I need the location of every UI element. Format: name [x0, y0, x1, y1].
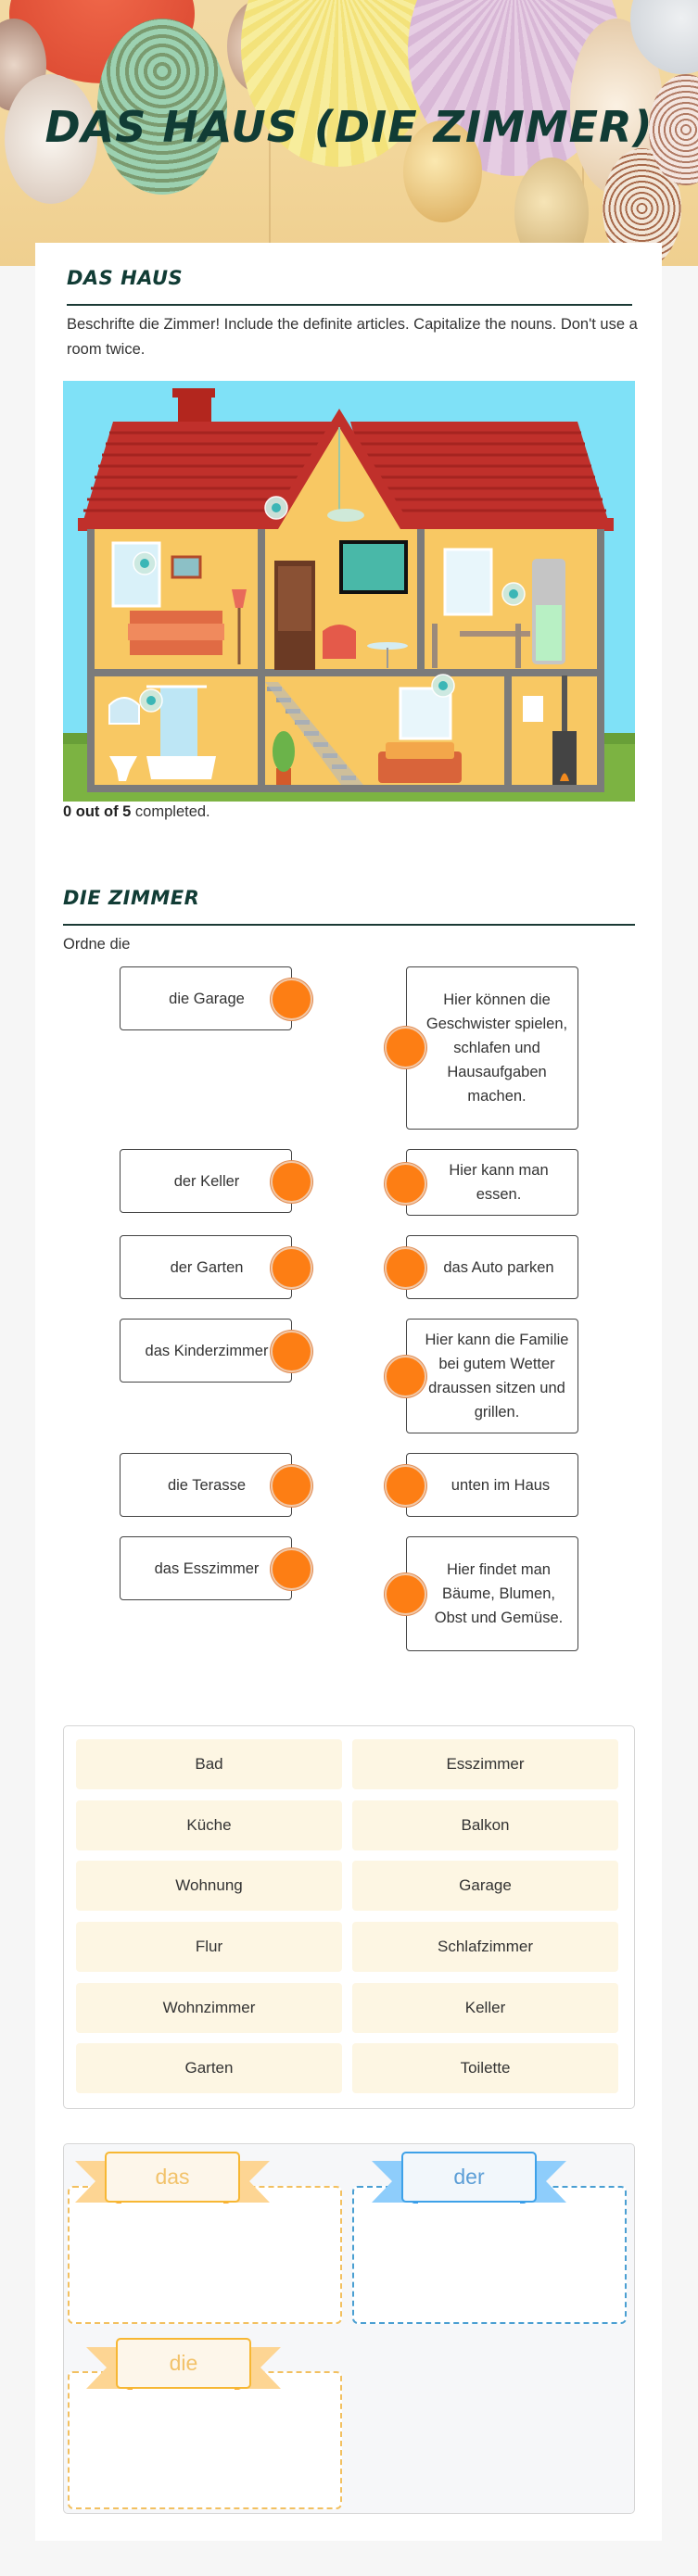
match-right-item[interactable]: das Auto parken: [406, 1235, 578, 1299]
match-right-item[interactable]: Hier findet man Bäume, Blumen, Obst und Gemüse.: [406, 1536, 578, 1651]
match-connector-dot[interactable]: [385, 1465, 426, 1507]
progress-count: 0 out of 5: [63, 803, 132, 820]
word-bank: [63, 1725, 635, 2109]
drop-zone-der[interactable]: [352, 2186, 627, 2324]
category-ribbon-das: [75, 2152, 270, 2203]
match-connector-dot[interactable]: [385, 1573, 426, 1615]
section-divider: [63, 924, 635, 926]
match-connector-dot[interactable]: [271, 979, 312, 1020]
word-tile[interactable]: Toilette: [352, 2043, 618, 2093]
category-ribbon-der: [372, 2152, 566, 2203]
category-ribbon-die: [86, 2338, 281, 2390]
match-connector-dot[interactable]: [385, 1027, 426, 1068]
match-right-item[interactable]: Hier können die Geschwister spielen, schlafen und Hausaufgaben machen.: [406, 966, 578, 1130]
word-tile[interactable]: Küche: [76, 1800, 342, 1850]
match-connector-dot[interactable]: [385, 1163, 426, 1205]
category-label-der: der: [401, 2152, 537, 2203]
header-banner: [0, 0, 698, 266]
match-connector-dot[interactable]: [271, 1247, 312, 1289]
match-left-item[interactable]: das Kinderzimmer: [120, 1319, 292, 1383]
hotspot-bathroom[interactable]: [140, 689, 162, 712]
word-tile[interactable]: Schlafzimmer: [352, 1922, 618, 1972]
match-connector-dot[interactable]: [271, 1161, 312, 1203]
hotspot-living-room[interactable]: [432, 675, 454, 697]
word-tile[interactable]: Flur: [76, 1922, 342, 1972]
match-right-item[interactable]: unten im Haus: [406, 1453, 578, 1517]
word-tile[interactable]: Garage: [352, 1861, 618, 1911]
sort-area: [63, 2143, 635, 2514]
category-label-die: die: [116, 2338, 251, 2389]
house-image: [63, 381, 635, 802]
drop-zone-das[interactable]: [68, 2186, 342, 2324]
match-connector-dot[interactable]: [271, 1331, 312, 1372]
drop-zone-die[interactable]: [68, 2371, 342, 2509]
match-left-item[interactable]: die Garage: [120, 966, 292, 1030]
match-left-item[interactable]: der Keller: [120, 1149, 292, 1213]
hotspot-attic[interactable]: [265, 497, 287, 519]
match-left-item[interactable]: das Esszimmer: [120, 1536, 292, 1600]
word-tile[interactable]: Bad: [76, 1739, 342, 1789]
word-tile[interactable]: Esszimmer: [352, 1739, 618, 1789]
match-connector-dot[interactable]: [271, 1548, 312, 1590]
match-connector-dot[interactable]: [271, 1465, 312, 1507]
match-right-item[interactable]: Hier kann die Familie bei gutem Wetter draussen sitzen und grillen.: [406, 1319, 578, 1433]
section-heading-zimmer: DIE ZIMMER: [63, 887, 200, 909]
hotspot-dining-room[interactable]: [502, 583, 525, 605]
category-label-das: das: [105, 2152, 240, 2203]
page-title: DAS HAUS (DIE ZIMMER): [44, 102, 654, 152]
worksheet-card: [35, 243, 662, 2541]
word-tile[interactable]: Keller: [352, 1983, 618, 2033]
match-right-item[interactable]: Hier kann man essen.: [406, 1149, 578, 1216]
section-heading-haus: DAS HAUS: [67, 267, 184, 289]
word-tile[interactable]: Garten: [76, 2043, 342, 2093]
instructions-zimmer: Ordne die: [63, 936, 131, 953]
word-tile[interactable]: Balkon: [352, 1800, 618, 1850]
match-connector-dot[interactable]: [385, 1356, 426, 1397]
match-left-item[interactable]: der Garten: [120, 1235, 292, 1299]
match-connector-dot[interactable]: [385, 1247, 426, 1289]
instructions-haus: Beschrifte die Zimmer! Include the definite articles. Capitalize the nouns. Don't use a room twice.: [67, 316, 638, 358]
match-left-item[interactable]: die Terasse: [120, 1453, 292, 1517]
progress-suffix: completed.: [131, 803, 210, 820]
word-tile[interactable]: Wohnzimmer: [76, 1983, 342, 2033]
hotspot-bedroom[interactable]: [133, 552, 156, 575]
word-tile[interactable]: Wohnung: [76, 1861, 342, 1911]
section-divider: [67, 304, 632, 306]
progress-text: [63, 803, 210, 821]
